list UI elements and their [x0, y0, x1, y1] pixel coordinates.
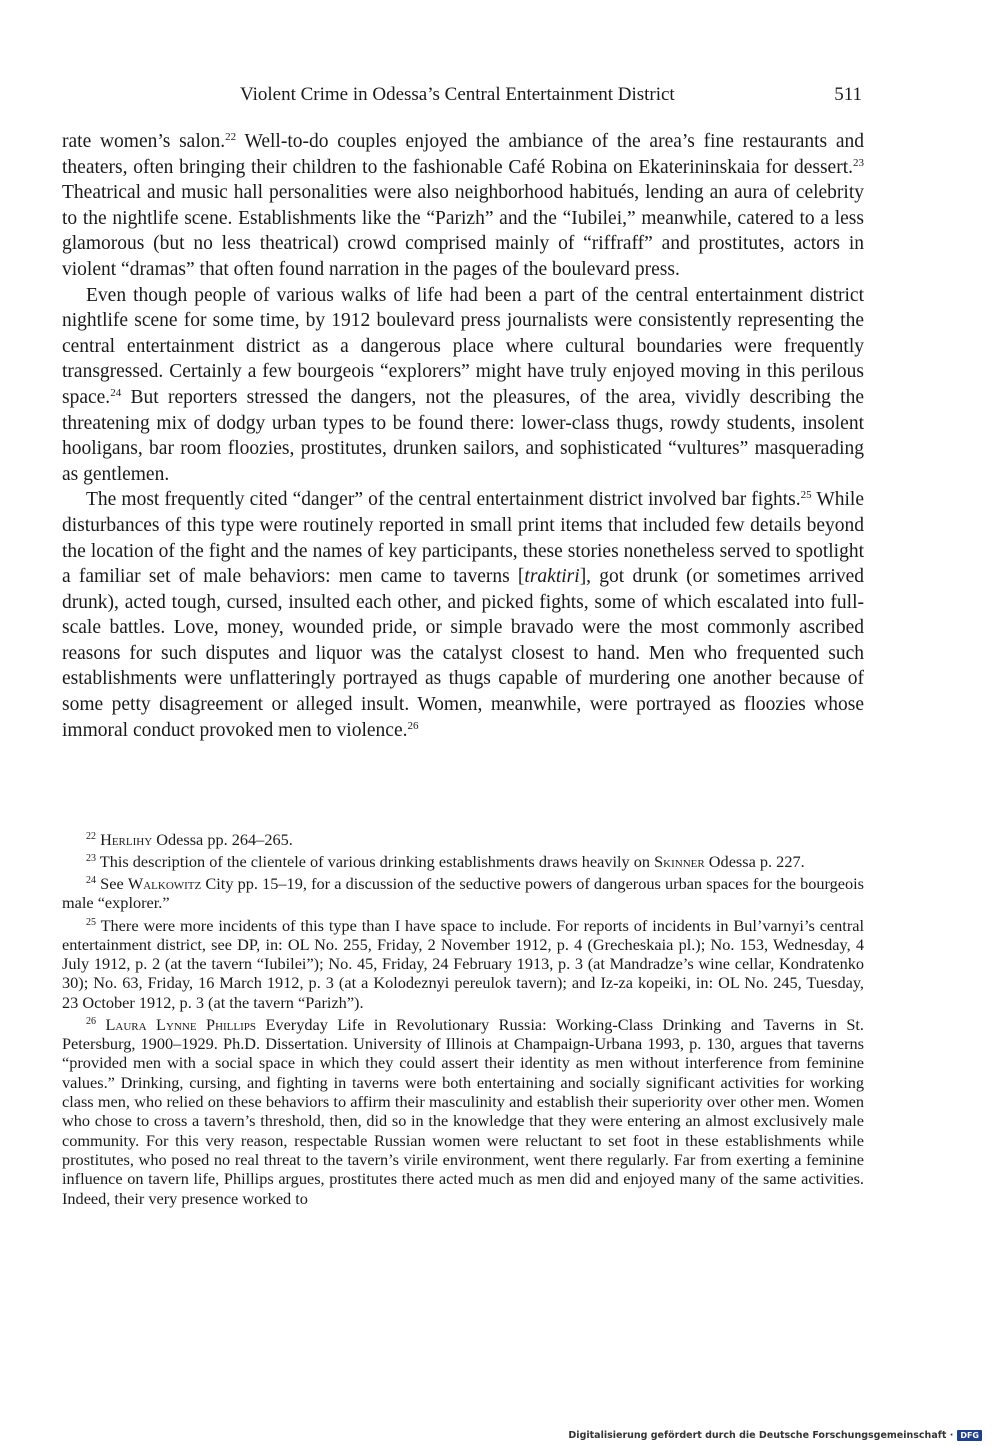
paragraph-2: [62, 283, 864, 488]
footnote-number: 23: [86, 853, 96, 865]
footnote-number: 26: [86, 1015, 96, 1027]
funding-footer: [568, 1428, 982, 1442]
footnote-number: 25: [86, 916, 96, 928]
footnote-ref-23: 23: [853, 156, 864, 169]
italic-term: traktiri: [524, 566, 580, 588]
paragraph-1: [62, 129, 864, 283]
footnote-ref-22: 22: [225, 131, 237, 143]
footnote-number: 22: [86, 831, 96, 842]
footnote-22: [62, 830, 864, 849]
paragraph-3-text-c: ], got drunk (or sometimes arrived drunk), acted tough, cursed, insulted each other, and picked fights, some of which escalated into full-scale battles. Love, money, wounded pride, or simple bravado were the most commonly ascribed reasons for such disputes and liquor was the catalyst closest to hand. Men who frequented such establishments were unflatteringly portrayed as thugs capable of murdering one another because of some petty disagreement or alleged insult. Women, meanwhile, were portrayed as floozies whose immoral conduct provoked men to violence.: [62, 566, 864, 741]
footnote-author: Laura Lynne Phillips: [105, 1014, 257, 1034]
paragraph-2-text-a: Even though people of various walks of life had been a part of the central entertainment district nightlife scene for some time, by 1912 boulevard press journalists were consistently representing the central entertainment district as a dangerous place where cultural boundaries were frequently transgressed. Certainly a few bourgeois “explorers” might have truly enjoyed moving in this perilous space.: [62, 284, 864, 408]
footnote-text: There were more incidents of this type than I have space to include. For reports of incidents in Bul’varnyi’s central entertainment district, see DP, in: OL No. 255, Friday, 2 November 1912, p. 4 (Grecheskaia pl.); No. 153, Wednesday, 4 July 1912, p. 2 (at the tavern “Iubilei”); No. 45, Friday, 24 February 1913, p. 3 (at Mandradze’s wine cellar, Kondratenko 30); No. 63, Friday, 16 March 1912, p. 3 (at a Kolodeznyi pereulok tavern); and Iz-za kopeiki, in: OL No. 245, Tuesday, 23 October 1912, p. 3 (at the tavern “Parizh”).: [62, 915, 864, 1012]
footnote-24: [62, 874, 864, 913]
paragraph-1-text-c: Theatrical and music hall personalities were also neighborhood habitués, lending an aura of celebrity to the nightlife scene. Establishments like the “Parizh” and the “Iubilei,” meanwhile, catered to a less glamorous (but no less theatrical) crowd comprised mainly of “riffraff” and prostitutes, actors in violent “dramas” that often found narration in the pages of the boulevard press.: [62, 182, 864, 280]
footnote-text: Odessa p. 227.: [704, 852, 805, 872]
paragraph-1-text-a: rate women’s salon.: [62, 131, 226, 152]
footnote-author: Skinner: [654, 852, 705, 872]
funding-note: Digitalisierung gefördert durch die Deutsche Forschungsgemeinschaft ·: [568, 1429, 954, 1441]
footnote-ref-25: 25: [800, 489, 812, 502]
running-title: Violent Crime in Odessa’s Central Entertainment District: [240, 84, 675, 105]
paragraph-3: [62, 487, 864, 743]
page-number: 511: [834, 84, 862, 105]
footnote-author: Walkowitz: [127, 874, 202, 894]
paragraph-1-text-b: Well-to-do couples enjoyed the ambiance of the area’s fine restaurants and theaters, often bringing their children to the fashionable Café Robina on Ekaterininskaia for dessert.: [62, 131, 864, 178]
footnote-text: City pp. 15–19, for a discussion of the seductive powers of dangerous urban spaces for the bourgeois male “explorer.”: [62, 874, 864, 913]
dfg-logo-icon: DFG: [957, 1430, 982, 1441]
running-header: [62, 84, 862, 110]
paragraph-2-text-b: But reporters stressed the dangers, not the pleasures, of the area, vividly describing the threatening mix of dodgy urban types to be found there: lower-class thugs, rowdy students, insolent hooligans, bar room floozies, prostitutes, drunken sailors, and sophisticated “vultures” masquerading as gentlemen.: [62, 386, 864, 485]
footnote-ref-26: 26: [407, 719, 419, 732]
main-text: [62, 129, 864, 743]
footnote-number: 24: [86, 875, 96, 887]
footnote-text: This description of the clientele of various drinking establishments draws heavily on: [96, 852, 655, 872]
footnote-text: See: [96, 874, 128, 894]
footnote-26: [62, 1015, 864, 1208]
paragraph-3-text-a: The most frequently cited “danger” of the central entertainment district involved bar fights.: [86, 489, 801, 511]
footnote-text: Everyday Life in Revolutionary Russia: Working-Class Drinking and Taverns in St. Petersburg, 1900–1929. Ph.D. Dissertation. University of Illinois at Champaign-Urbana 1993, p. 130, argues that taverns “provided men with a social space in which they could assert their identity as men without interference from feminine values.” Drinking, cursing, and fighting in taverns were both entertaining and socially significant activities for working class men, who relied on these behaviors to affirm their masculinity and establish their superiority over other men. Women who chose to cross a tavern’s threshold, then, did so in the knowledge that they were entering an almost exclusively male community. For this very reason, respectable Russian women were reluctant to set foot in these establishments while prostitutes, who posed no real threat to the tavern’s virile environment, went there regularly. Far from exerting a feminine influence on tavern life, Phillips argues, prostitutes there acted much as men did and enjoyed many of the same activities. Indeed, their very presence worked to: [62, 1014, 864, 1208]
footnote-25: [62, 916, 864, 1012]
paragraph-3-text-b: While disturbances of this type were routinely reported in small print items that included few details beyond the location of the fight and the names of key participants, these stories nonetheless served to spotlight a familiar set of male behaviors: men came to taverns [: [62, 489, 864, 588]
footnotes: [62, 830, 864, 1211]
footnote-ref-24: 24: [110, 386, 122, 399]
footnote-author: Herlihy: [100, 830, 153, 849]
footnote-23: [62, 852, 864, 871]
footnote-text: Odessa pp. 264–265.: [152, 830, 293, 849]
